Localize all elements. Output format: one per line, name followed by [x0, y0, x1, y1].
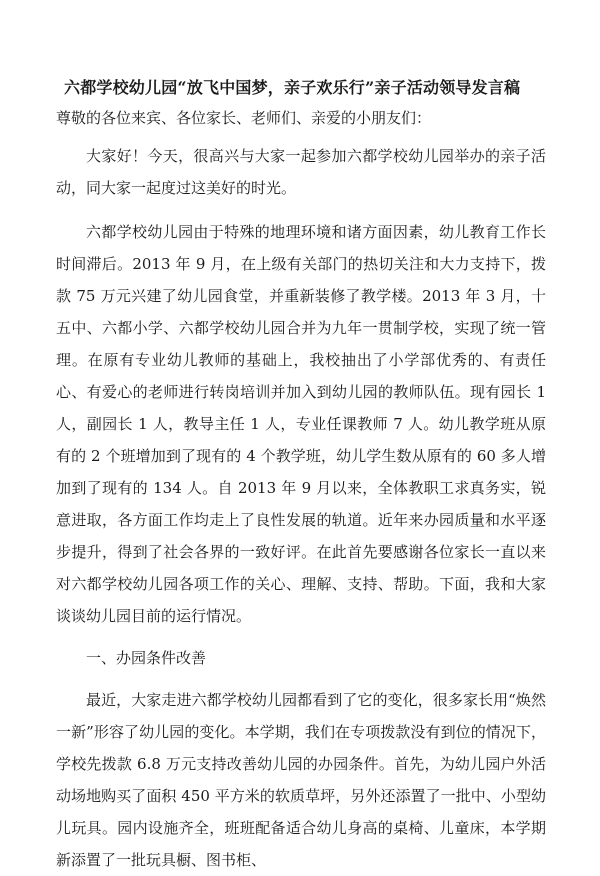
salutation: 尊敬的各位来宾、各位家长、老师们、亲爱的小朋友们： [56, 109, 432, 127]
paragraph-background: 六都学校幼儿园由于特殊的地理环境和诸方面因素，幼儿教育工作长时间滞后。2013 年 9 月，在上级有关部门的热切关注和大力支持下，拨款 75 万元兴建了幼儿园食堂，并重新装修了教学楼。2013 年 3 月，十五中、六都小学、六都学校幼儿园合并为九年一贯制学校，实现了统一管理。在原有专业幼儿教师的基础上，我校抽出了小学部优秀的、有责任心、有爱心的老师进行转岗培训并加入到幼儿园的教师队伍。现有园长 1 人，副园长 1 人，教导主任 1 人，专业任课教师 7 人。幼儿教学班从原有的 2 个班增加到了现有的 4 个教学班，幼儿学生数从原有的 60 多人增加到了现有的 134 人。自 2013 年 9 月以来，全体教职工求真务实，锐意进取，各方面工作均走上了良性发展的轨道。近年来办园质量和水平逐步提升，得到了社会各界的一致好评。在此首先要感谢各位家长一直以来对六都学校幼儿园各项工作的关心、理解、支持、帮助。下面，我和大家谈谈幼儿园目前的运行情况。 [56, 223, 546, 625]
paragraph-conditions: 最近，大家走进六都学校幼儿园都看到了它的变化，很多家长用“焕然一新”形容了幼儿园的变化。本学期，我们在专项拨款没有到位的情况下，学校先拨款 6.8 万元支持改善幼儿园的办园条件。首先，为幼儿园户外活动场地购买了面积 450 平方米的软质草坪，另外还添置了一批中、小型幼儿玩具。园内设施齐全，班班配备适合幼儿身高的桌椅、儿童床，本学期新添置了一批玩具橱、图书柜、 [56, 691, 546, 869]
paragraph-greeting: 大家好！今天，很高兴与大家一起参加六都学校幼儿园举办的亲子活动，同大家一起度过这美好的时光。 [56, 147, 546, 197]
document-title: 六都学校幼儿园“放飞中国梦，亲子欢乐行”亲子活动领导发言稿 [64, 78, 521, 97]
section-heading: 一、办园条件改善 [86, 649, 207, 667]
